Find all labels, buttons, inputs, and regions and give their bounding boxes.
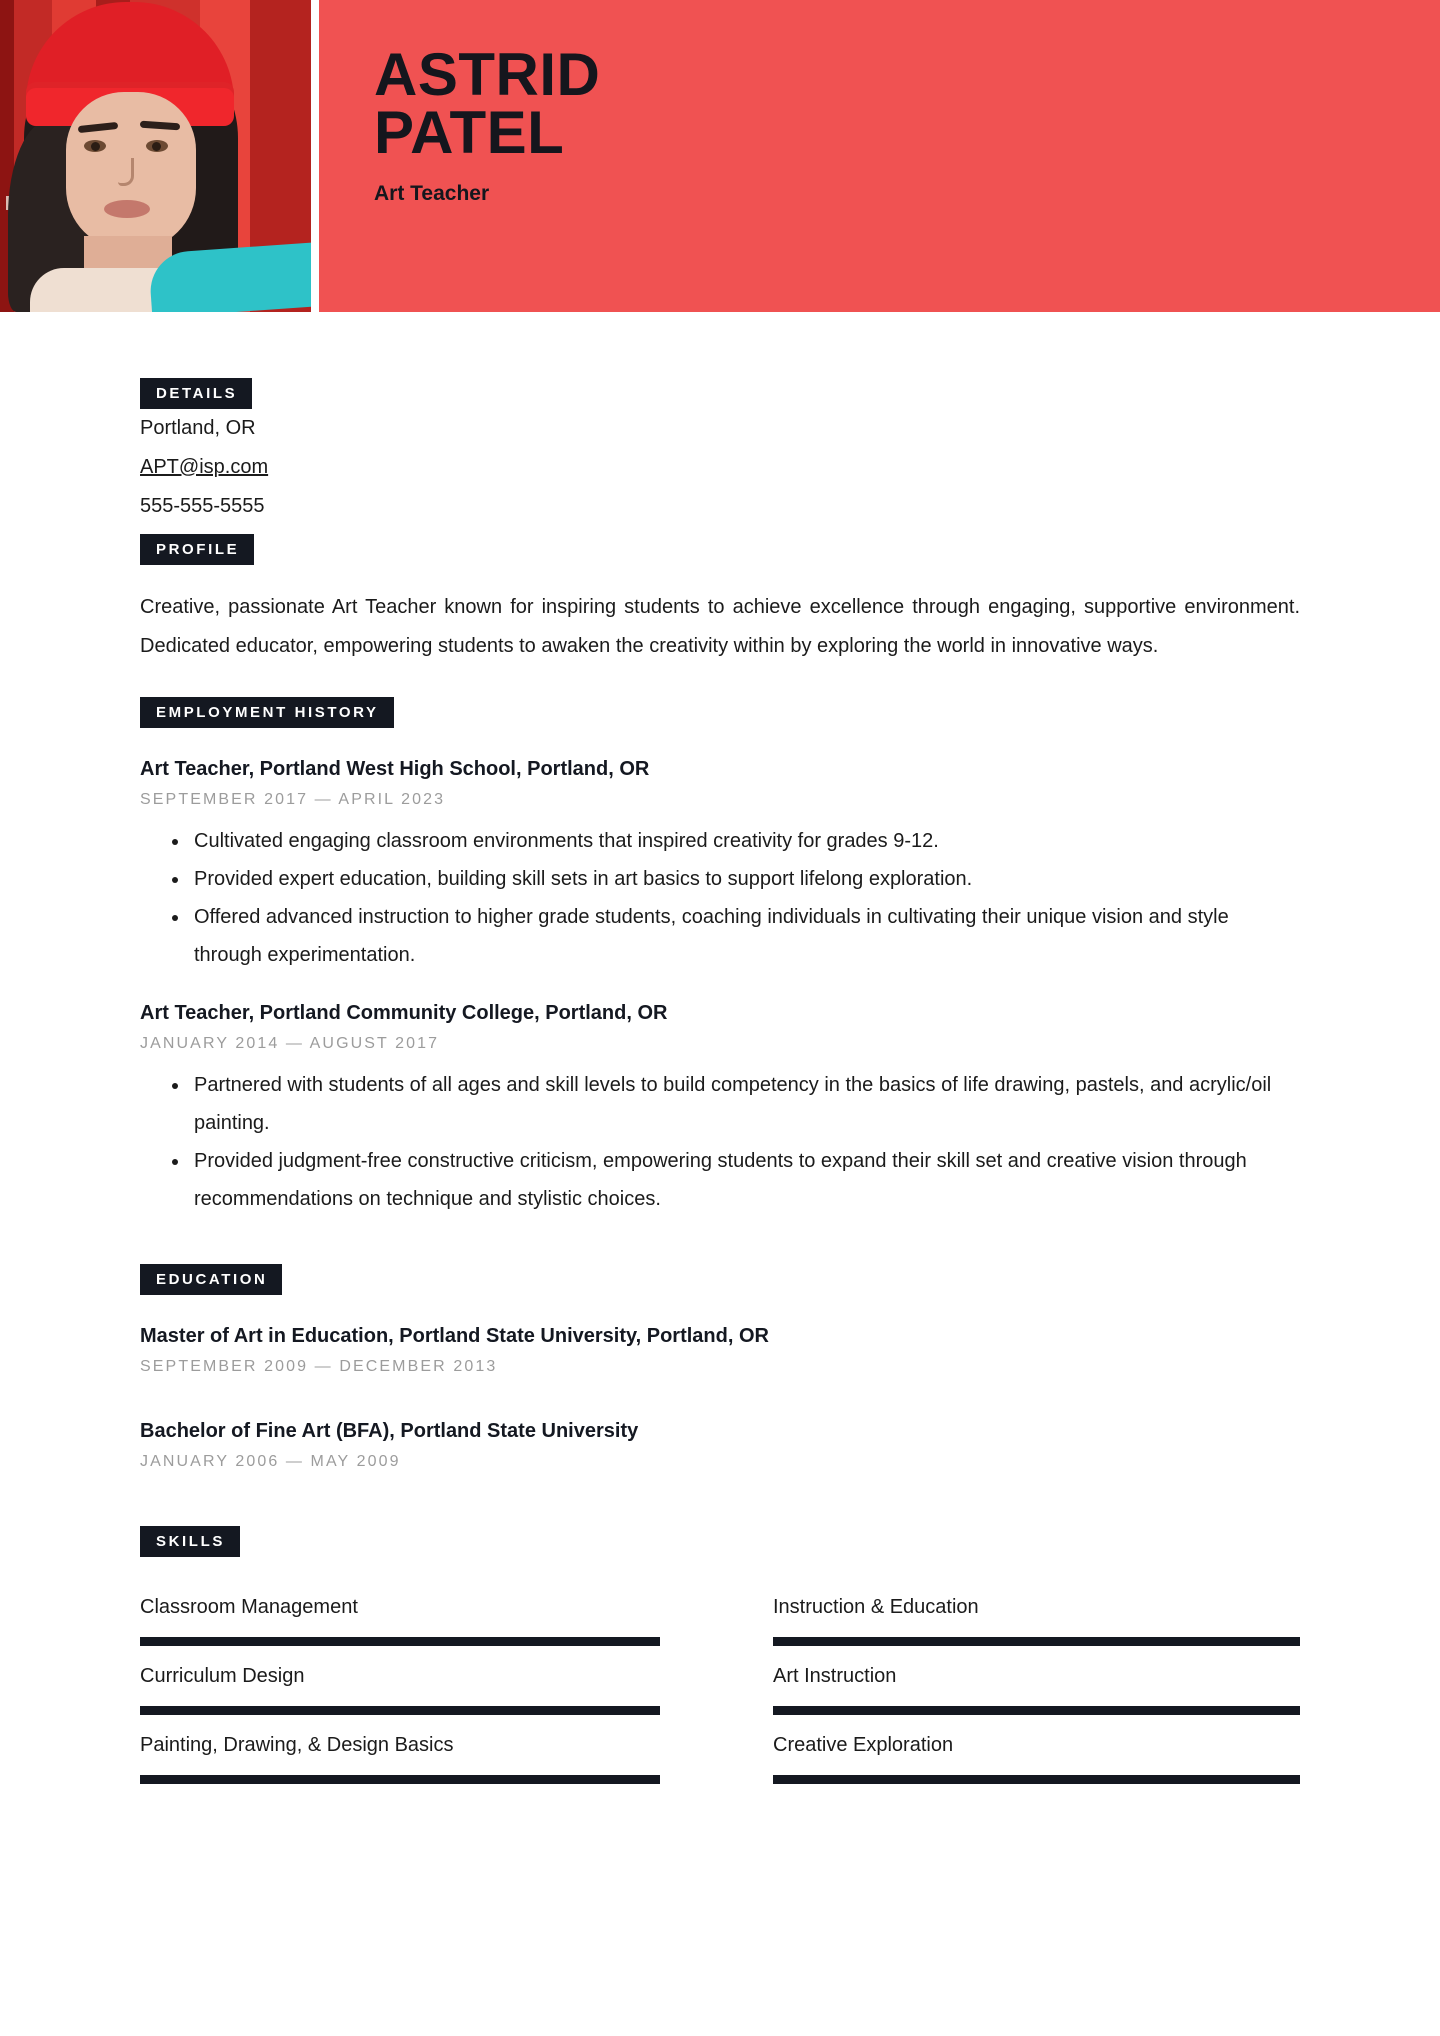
skill-name: Classroom Management [140, 1596, 358, 1618]
skill-level-fill [773, 1637, 1300, 1646]
education-entry-dates: SEPTEMBER 2009 — DECEMBER 2013 [140, 1358, 498, 1375]
skill-level-fill [773, 1706, 1300, 1715]
detail-location: Portland, OR [140, 417, 256, 439]
skill-item [140, 1646, 660, 1715]
section-heading-details: DETAILS [140, 378, 252, 409]
job-title: Art Teacher [374, 182, 490, 205]
skill-level-fill [140, 1775, 660, 1784]
skill-item [140, 1715, 660, 1784]
skill-level-bar [140, 1706, 660, 1715]
profile-text: Creative, passionate Art Teacher known for inspiring students to achieve excellence through engaging, supportive environment. Dedicated educator, empowering students to awaken the creativity within by exploring the world in innovative ways. [140, 596, 1300, 657]
employment-entry-bullets [140, 822, 1300, 974]
education-entry [140, 1418, 1300, 1471]
employment-entry-dates: JANUARY 2014 — AUGUST 2017 [140, 1035, 440, 1052]
last-name: PATEL [374, 99, 565, 166]
skill-level-bar [773, 1637, 1300, 1646]
page-title [374, 41, 1274, 166]
portrait-photo [0, 0, 311, 312]
section-heading-skills: SKILLS [140, 1526, 240, 1557]
details-section [140, 378, 1300, 526]
list-item: Provided judgment-free constructive criticism, empowering students to expand their skill set and creative vision through recommendations on technique and stylistic choices. [194, 1142, 1300, 1218]
first-name: ASTRID [374, 41, 601, 108]
list-item: Cultivated engaging classroom environments that inspired creativity for grades 9-12. [194, 822, 1300, 860]
skill-item [773, 1577, 1300, 1646]
resume-body [0, 378, 1440, 1784]
employment-entry [140, 1000, 1300, 1218]
list-item: Provided expert education, building skill sets in art basics to support lifelong exploration. [194, 860, 1300, 898]
skill-item [773, 1646, 1300, 1715]
skill-level-fill [140, 1706, 660, 1715]
employment-entry-title: Art Teacher, Portland Community College, Portland, OR [140, 1002, 668, 1024]
skill-level-bar [773, 1775, 1300, 1784]
detail-email-row [140, 448, 1300, 487]
skill-name: Curriculum Design [140, 1665, 305, 1687]
avatar [0, 0, 311, 312]
skill-item [140, 1577, 660, 1646]
employment-entry-dates: SEPTEMBER 2017 — APRIL 2023 [140, 791, 446, 808]
education-entry-title: Master of Art in Education, Portland State University, Portland, OR [140, 1325, 769, 1347]
education-section [140, 1264, 1300, 1471]
employment-entry-title: Art Teacher, Portland West High School, Portland, OR [140, 758, 650, 780]
skill-level-bar [140, 1637, 660, 1646]
employment-entry [140, 756, 1300, 974]
list-item: Partnered with students of all ages and skill levels to build competency in the basics of life drawing, pastels, and acrylic/oil painting. [194, 1066, 1300, 1142]
education-entry-title: Bachelor of Fine Art (BFA), Portland State University [140, 1420, 639, 1442]
skill-item [773, 1715, 1300, 1784]
detail-phone: 555-555-5555 [140, 495, 265, 517]
skill-level-fill [140, 1637, 660, 1646]
skill-name: Painting, Drawing, & Design Basics [140, 1734, 454, 1756]
skills-grid [140, 1577, 1300, 1784]
skills-section [140, 1526, 1300, 1784]
detail-email-link[interactable]: APT@isp.com [140, 456, 269, 478]
header-banner [319, 0, 1440, 312]
section-heading-employment: EMPLOYMENT HISTORY [140, 697, 394, 728]
skill-level-bar [140, 1775, 660, 1784]
skill-name: Art Instruction [773, 1665, 897, 1687]
list-item: Offered advanced instruction to higher grade students, coaching individuals in cultivating their unique vision and style through experimentation. [194, 898, 1300, 974]
employment-entry-bullets [140, 1066, 1300, 1218]
skill-level-fill [773, 1775, 1300, 1784]
employment-section [140, 697, 1300, 1218]
profile-section [140, 534, 1300, 666]
education-entry [140, 1323, 1300, 1376]
education-entry-dates: JANUARY 2006 — MAY 2009 [140, 1453, 401, 1470]
skill-name: Creative Exploration [773, 1734, 954, 1756]
section-heading-education: EDUCATION [140, 1264, 282, 1295]
skill-level-bar [773, 1706, 1300, 1715]
resume-header [0, 0, 1440, 312]
section-heading-profile: PROFILE [140, 534, 254, 565]
skill-name: Instruction & Education [773, 1596, 979, 1618]
